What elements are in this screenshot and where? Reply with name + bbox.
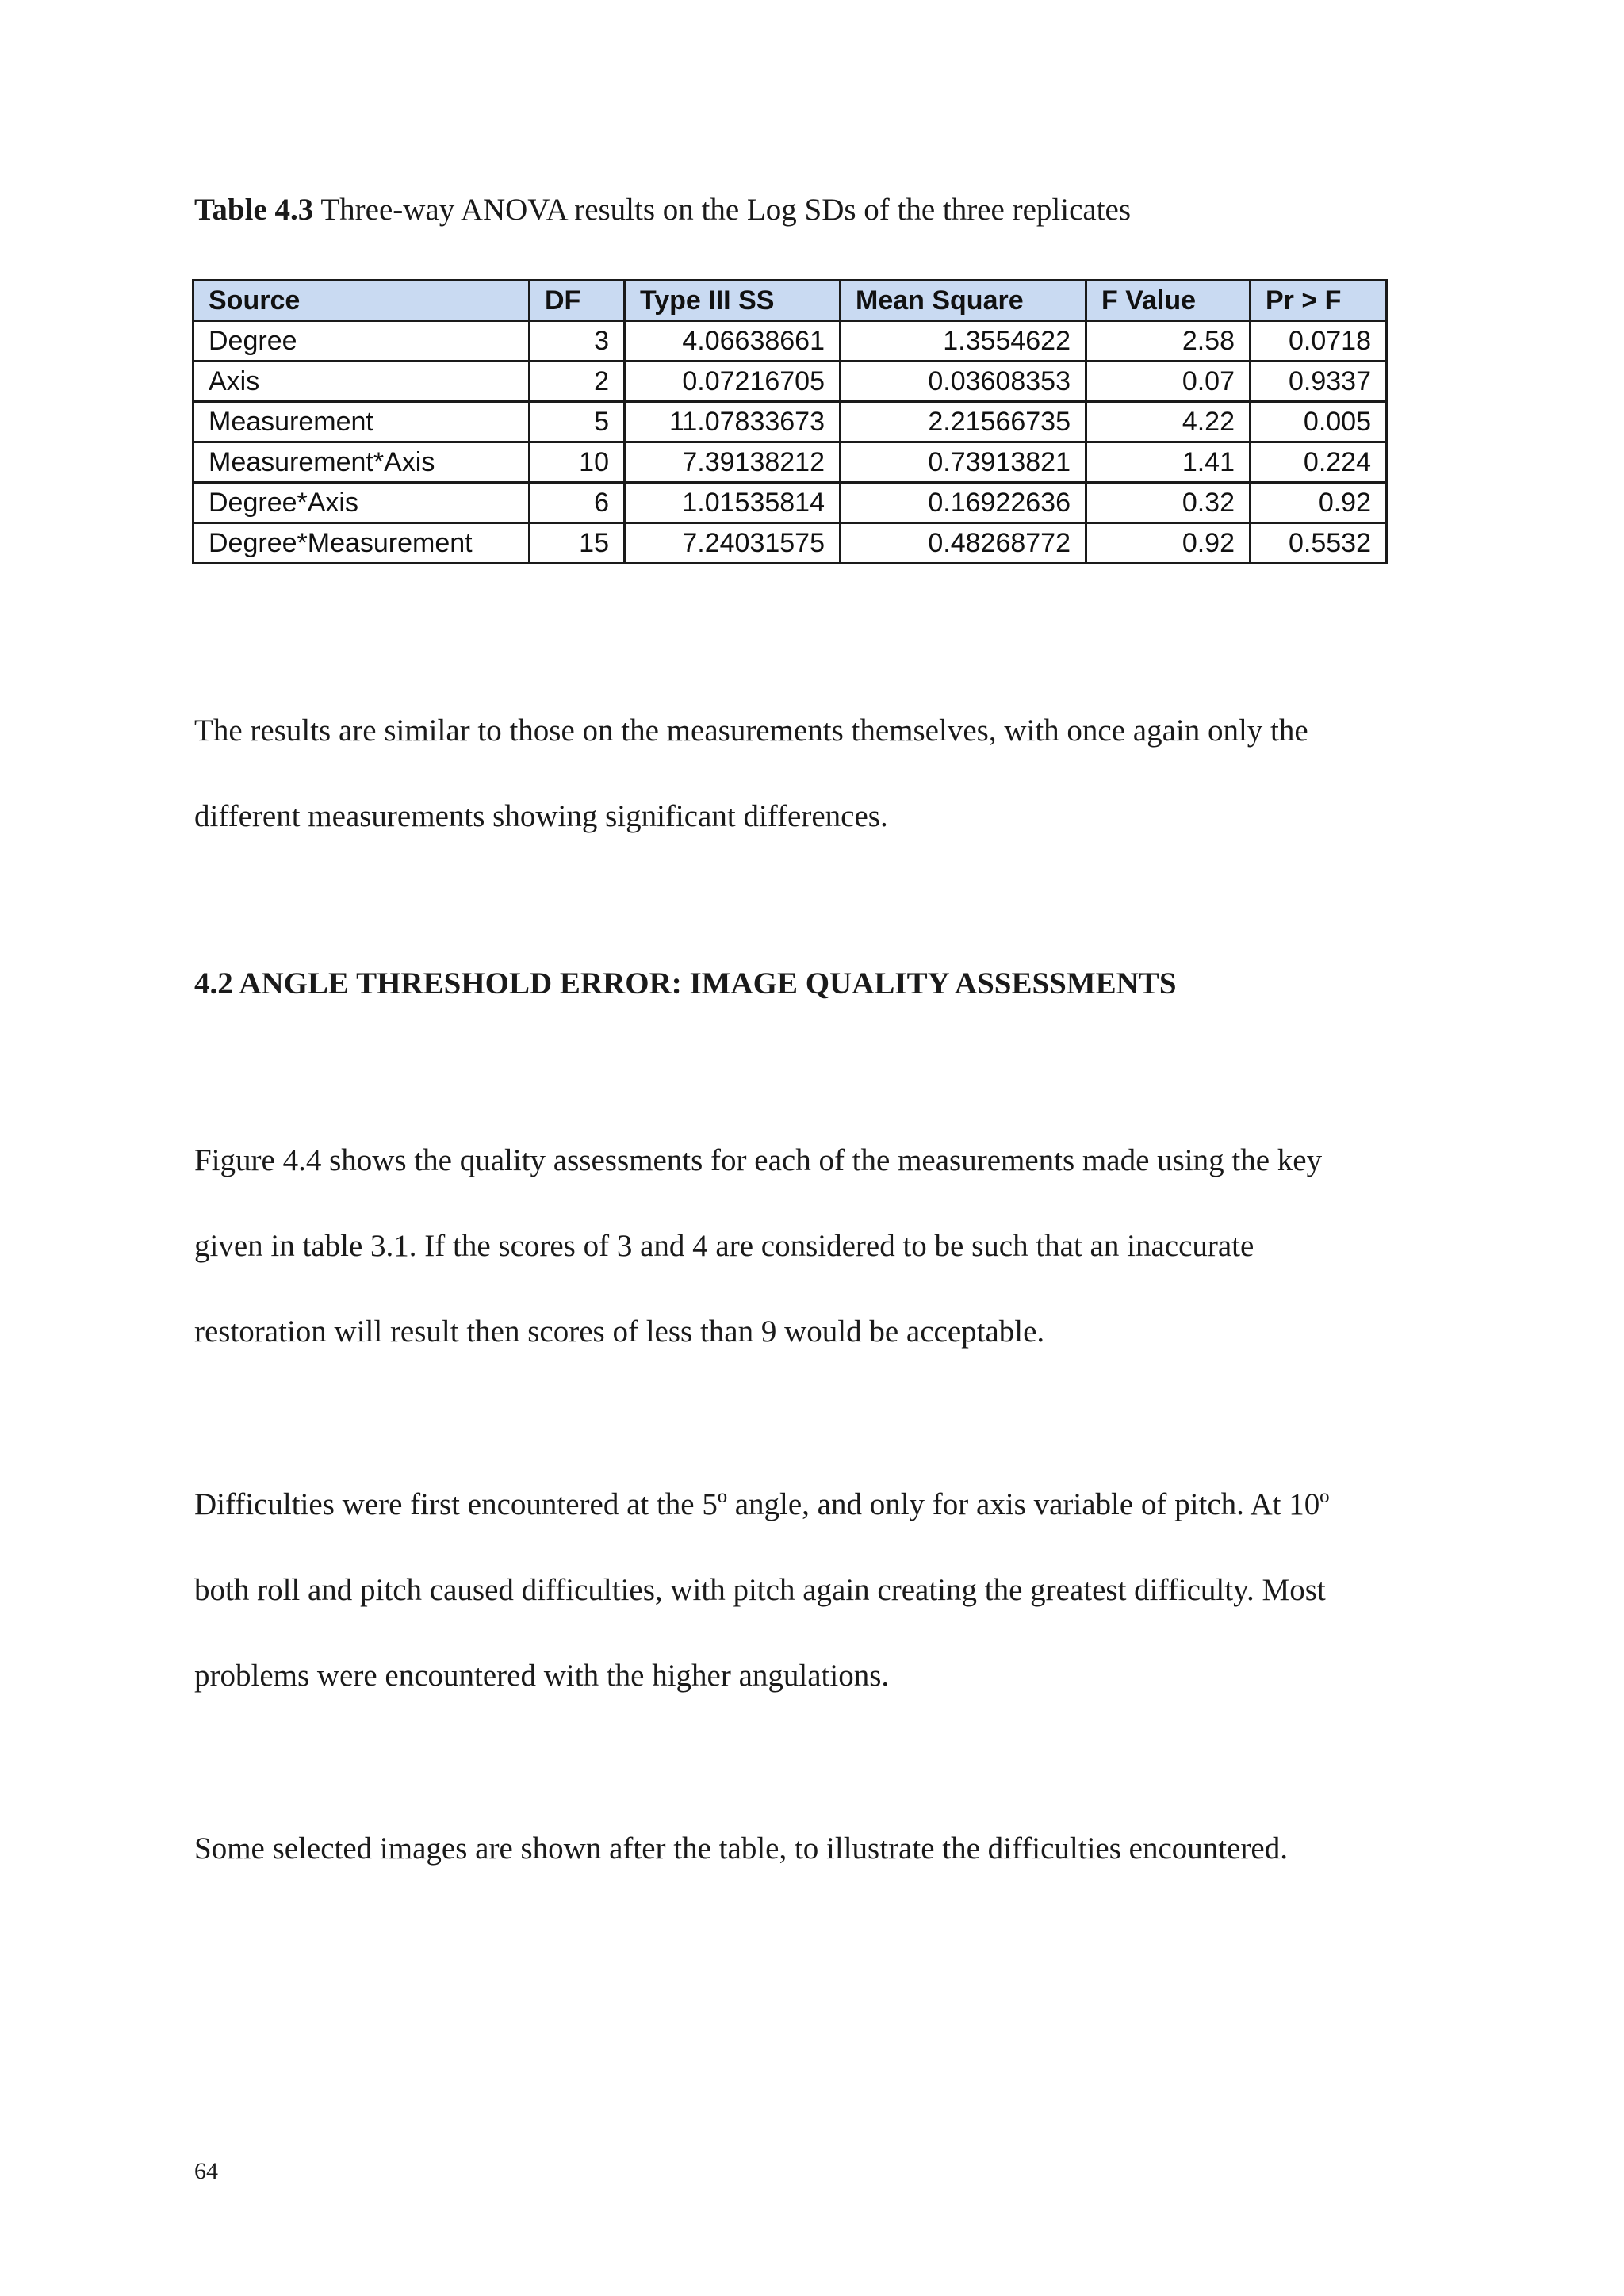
table-header-row (193, 281, 1387, 321)
cell-df: 10 (530, 442, 625, 483)
cell-f-value: 2.58 (1086, 321, 1251, 362)
table-row (193, 442, 1387, 483)
paragraph-line: problems were encountered with the higher angulations. (194, 1659, 890, 1693)
cell-p-value: 0.9337 (1251, 362, 1387, 402)
table-caption-text: Three-way ANOVA results on the Log SDs of the three replicates (320, 193, 1132, 227)
cell-type-iii-ss: 4.06638661 (625, 321, 841, 362)
column-header-df: DF (530, 281, 625, 321)
cell-f-value: 0.92 (1086, 523, 1251, 564)
paragraph-line: Difficulties were first encountered at the 5º angle, and only for axis variable of pitch. At 10º (194, 1487, 1330, 1521)
cell-mean-square: 1.3554622 (841, 321, 1086, 362)
column-header-p-value: Pr > F (1251, 281, 1387, 321)
cell-source: Degree*Measurement (193, 523, 530, 564)
page-number: 64 (194, 2158, 218, 2184)
cell-f-value: 0.32 (1086, 483, 1251, 523)
cell-type-iii-ss: 11.07833673 (625, 402, 841, 442)
cell-type-iii-ss: 1.01535814 (625, 483, 841, 523)
cell-p-value: 0.005 (1251, 402, 1387, 442)
paragraph-difficulties (194, 1462, 1479, 1719)
cell-p-value: 0.5532 (1251, 523, 1387, 564)
cell-type-iii-ss: 0.07216705 (625, 362, 841, 402)
cell-source: Degree (193, 321, 530, 362)
cell-source: Measurement (193, 402, 530, 442)
paragraph-selected-images (194, 1806, 1479, 1892)
table-row (193, 402, 1387, 442)
column-header-source: Source (193, 281, 530, 321)
anova-table (192, 279, 1388, 564)
table-row (193, 362, 1387, 402)
cell-mean-square: 2.21566735 (841, 402, 1086, 442)
cell-mean-square: 0.73913821 (841, 442, 1086, 483)
cell-f-value: 4.22 (1086, 402, 1251, 442)
paragraph-line: given in table 3.1. If the scores of 3 and 4 are considered to be such that an inaccurate (194, 1229, 1254, 1263)
section-heading: 4.2 ANGLE THRESHOLD ERROR: IMAGE QUALITY ASSESSMENTS (194, 966, 1177, 1001)
cell-source: Axis (193, 362, 530, 402)
cell-source: Degree*Axis (193, 483, 530, 523)
paragraph-line: both roll and pitch caused difficulties, with pitch again creating the greatest difficulty. Most (194, 1573, 1326, 1607)
table-caption (194, 192, 1131, 229)
cell-type-iii-ss: 7.39138212 (625, 442, 841, 483)
column-header-mean-square: Mean Square (841, 281, 1086, 321)
table-caption-label: Table 4.3 (194, 193, 314, 227)
paragraph-line: The results are similar to those on the measurements themselves, with once again only the (194, 714, 1308, 748)
cell-mean-square: 0.03608353 (841, 362, 1086, 402)
cell-df: 5 (530, 402, 625, 442)
cell-df: 6 (530, 483, 625, 523)
cell-df: 2 (530, 362, 625, 402)
column-header-f-value: F Value (1086, 281, 1251, 321)
cell-type-iii-ss: 7.24031575 (625, 523, 841, 564)
paragraph-quality-assessments (194, 1118, 1479, 1375)
cell-mean-square: 0.48268772 (841, 523, 1086, 564)
paragraph-line: different measurements showing significant differences. (194, 799, 888, 833)
cell-df: 3 (530, 321, 625, 362)
paragraph-line: Figure 4.4 shows the quality assessments for each of the measurements made using the key (194, 1143, 1323, 1177)
cell-p-value: 0.224 (1251, 442, 1387, 483)
paragraph-line: Some selected images are shown after the table, to illustrate the difficulties encountered. (194, 1831, 1288, 1866)
paragraph-results-summary (194, 688, 1479, 859)
table-row (193, 523, 1387, 564)
cell-df: 15 (530, 523, 625, 564)
cell-p-value: 0.92 (1251, 483, 1387, 523)
table-row (193, 483, 1387, 523)
cell-f-value: 1.41 (1086, 442, 1251, 483)
cell-p-value: 0.0718 (1251, 321, 1387, 362)
table-row (193, 321, 1387, 362)
cell-source: Measurement*Axis (193, 442, 530, 483)
cell-f-value: 0.07 (1086, 362, 1251, 402)
paragraph-line: restoration will result then scores of less than 9 would be acceptable. (194, 1314, 1045, 1349)
cell-mean-square: 0.16922636 (841, 483, 1086, 523)
column-header-type-iii-ss: Type III SS (625, 281, 841, 321)
